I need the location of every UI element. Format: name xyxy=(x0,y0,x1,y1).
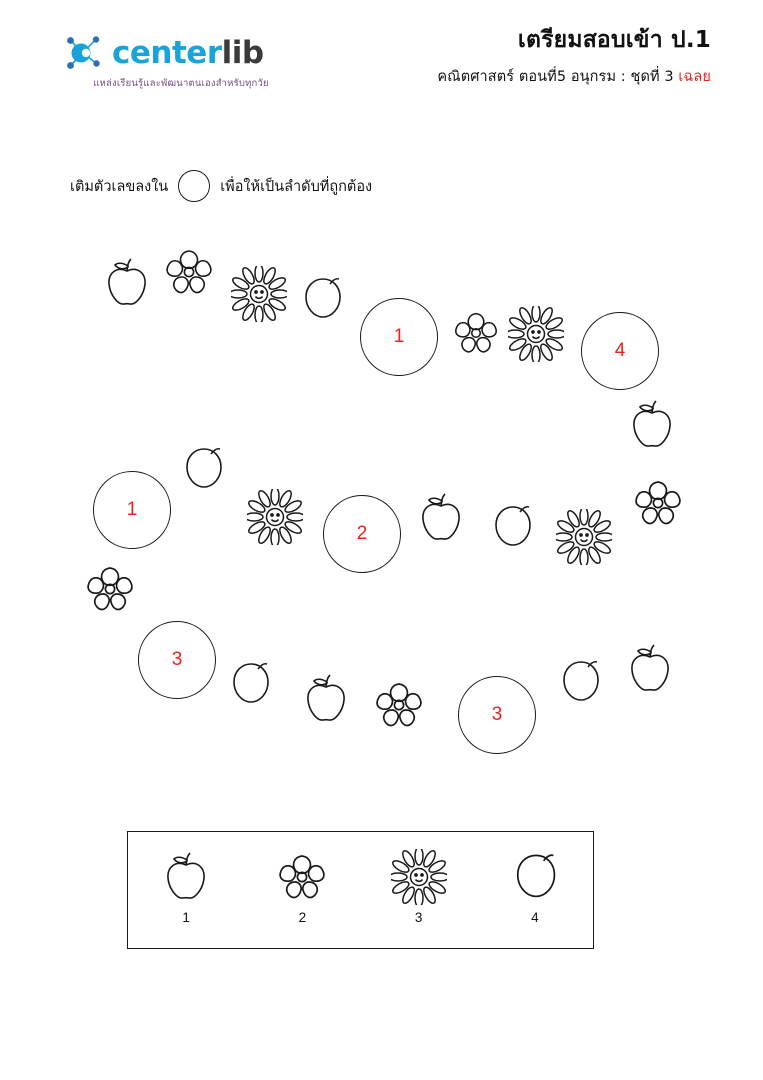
legend-cell xyxy=(489,846,581,925)
legend-box xyxy=(127,831,594,949)
brand-word-primary: center xyxy=(112,35,222,71)
legend-label: 1 xyxy=(182,910,190,925)
sequence-item-daisy xyxy=(231,266,287,322)
page-title: เตรียมสอบเข้า ป.1 xyxy=(517,27,711,53)
sequence-item-acorn xyxy=(225,660,275,708)
brand-logo xyxy=(62,32,322,91)
answer-circle[interactable] xyxy=(458,676,536,754)
instruction-line xyxy=(70,170,372,202)
sequence-item-acorn xyxy=(487,503,537,551)
sequence-item-acorn xyxy=(178,445,228,493)
page-subtitle-main: คณิตศาสตร์ ตอนที่5 อนุกรม : ชุดที่ 3 xyxy=(437,68,679,85)
answer-circle-value: 3 xyxy=(171,649,183,670)
answer-circle-value: 2 xyxy=(356,523,368,544)
centerlib-dots-logo-icon xyxy=(62,32,104,74)
sequence-item-apple xyxy=(418,492,464,544)
answer-circle-value: 1 xyxy=(126,499,138,520)
empty-answer-circle-icon xyxy=(178,170,210,202)
answer-circle[interactable] xyxy=(323,495,401,573)
answer-circle[interactable] xyxy=(93,471,171,549)
answer-circle-value: 1 xyxy=(393,326,405,347)
answer-circle-value: 4 xyxy=(614,340,626,361)
sequence-item-apple xyxy=(627,643,673,695)
apple-icon xyxy=(140,846,232,908)
sequence-item-apple xyxy=(303,673,349,725)
sequence-item-daisy xyxy=(508,306,564,362)
sequence-item-apple xyxy=(104,257,150,309)
page-subtitle xyxy=(437,65,711,88)
legend-label: 3 xyxy=(414,910,423,925)
sequence-item-blossom xyxy=(163,246,215,298)
blossom-icon xyxy=(256,846,348,908)
answer-circle-value: 3 xyxy=(491,704,503,725)
sequence-item-apple xyxy=(629,399,675,451)
brand-word-secondary: lib xyxy=(221,35,264,71)
brand-tagline: แหล่งเรียนรู้และพัฒนาตนเองสำหรับทุกวัย xyxy=(93,78,269,89)
sequence-item-daisy xyxy=(556,509,612,565)
brand-wordmark xyxy=(112,35,264,71)
sequence-item-acorn xyxy=(555,658,605,706)
answer-circle[interactable] xyxy=(138,621,216,699)
acorn-icon xyxy=(489,846,581,908)
legend-cell xyxy=(140,846,232,925)
instruction-text-after: เพื่อให้เป็นลำดับที่ถูกต้อง xyxy=(220,178,373,195)
sequence-item-blossom xyxy=(84,563,136,615)
legend-cell xyxy=(373,846,465,925)
page-header xyxy=(0,26,763,106)
sequence-item-daisy xyxy=(247,489,303,545)
answer-circle[interactable] xyxy=(360,298,438,376)
legend-label: 2 xyxy=(298,910,307,925)
legend-label: 4 xyxy=(531,910,539,925)
sequence-item-blossom xyxy=(452,309,500,357)
answer-key-badge: เฉลย xyxy=(678,68,711,85)
sequence-item-blossom xyxy=(632,477,684,529)
legend-cell xyxy=(256,846,348,925)
title-block xyxy=(437,26,711,88)
answer-circle[interactable] xyxy=(581,312,659,390)
instruction-text-before: เติมตัวเลขลงใน xyxy=(70,178,169,195)
sequence-item-acorn xyxy=(297,275,347,323)
sequence-item-blossom xyxy=(373,679,425,731)
daisy-icon xyxy=(373,846,465,908)
